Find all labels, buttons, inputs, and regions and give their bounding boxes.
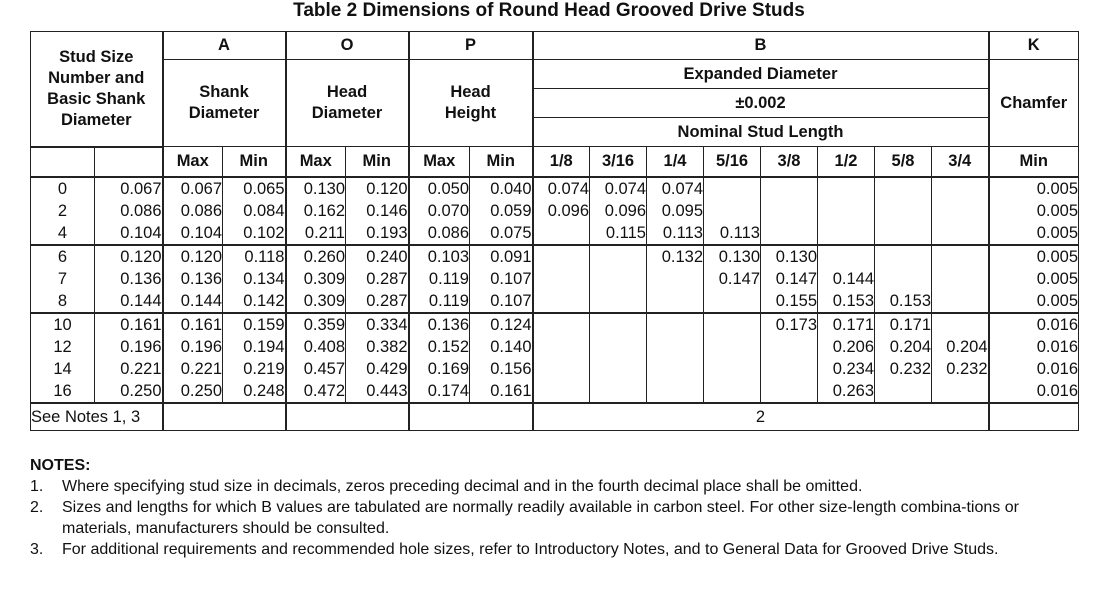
value-line: 0.169 bbox=[427, 359, 469, 378]
expanded-diameter-cell bbox=[875, 313, 932, 403]
expanded-diameter-cell bbox=[818, 177, 875, 245]
note-number: 2. bbox=[30, 499, 44, 516]
value-line: 0.074 bbox=[604, 179, 646, 198]
footer-a-cell bbox=[163, 403, 286, 431]
value-line bbox=[534, 358, 590, 380]
value-line bbox=[761, 380, 817, 402]
value-line: 0.103 bbox=[427, 247, 469, 266]
value-line: 0.260 bbox=[303, 247, 345, 266]
value-line: 0.086 bbox=[427, 223, 469, 242]
value-line: 0.144 bbox=[180, 291, 222, 310]
expanded-diameter-cell bbox=[704, 177, 761, 245]
value-line: 0.113 bbox=[662, 223, 703, 242]
value-line bbox=[534, 222, 590, 244]
value-line: 0.174 bbox=[427, 381, 469, 400]
head-diameter-max-cell bbox=[286, 313, 346, 403]
value-line: 0.130 bbox=[775, 247, 817, 266]
length-header-3-16: 3/16 bbox=[590, 147, 647, 177]
o-max-header: Max bbox=[286, 147, 346, 177]
expanded-diameter-cell bbox=[761, 245, 818, 313]
value-line: 0.142 bbox=[243, 291, 285, 310]
head-height-max-cell bbox=[409, 313, 470, 403]
value-line bbox=[590, 246, 646, 268]
value-line: 0.120 bbox=[180, 247, 222, 266]
k-min-header: Min bbox=[989, 147, 1079, 177]
shank-min-cell bbox=[223, 177, 286, 245]
expanded-diameter-cell bbox=[533, 245, 590, 313]
head-diameter-max-cell bbox=[286, 245, 346, 313]
value-line: 0.161 bbox=[120, 315, 162, 334]
value-line: 0.104 bbox=[180, 223, 222, 242]
value-line: 0.408 bbox=[303, 337, 345, 356]
value-line: 0.309 bbox=[303, 291, 345, 310]
expanded-diameter-cell bbox=[647, 177, 704, 245]
note-item bbox=[30, 476, 1088, 497]
length-header-1-2: 1/2 bbox=[818, 147, 875, 177]
value-line: 0.153 bbox=[832, 291, 874, 310]
value-line bbox=[534, 336, 590, 358]
value-line: 0.162 bbox=[303, 201, 345, 220]
value-line bbox=[534, 246, 590, 268]
value-line: 0.250 bbox=[180, 381, 222, 400]
basic-subheader bbox=[95, 147, 163, 177]
value-line bbox=[647, 314, 703, 336]
value-line: 0.221 bbox=[120, 359, 162, 378]
value-line: 7 bbox=[57, 269, 68, 288]
value-line: 0.171 bbox=[832, 315, 874, 334]
head-height-min-cell bbox=[470, 177, 533, 245]
head-diameter-min-cell bbox=[346, 313, 409, 403]
value-line: 12 bbox=[53, 337, 72, 356]
value-line bbox=[875, 268, 931, 290]
value-line: 0.016 bbox=[1036, 359, 1078, 378]
value-line: 0.155 bbox=[775, 291, 817, 310]
value-line: 0.119 bbox=[428, 269, 469, 288]
value-line bbox=[818, 246, 874, 268]
value-line: 0.120 bbox=[366, 179, 408, 198]
stud-size-cell bbox=[31, 177, 95, 245]
value-line: 0.005 bbox=[1036, 247, 1078, 266]
value-line: 0.204 bbox=[946, 337, 988, 356]
value-line: 0.140 bbox=[490, 337, 532, 356]
value-line: 0.152 bbox=[427, 337, 469, 356]
length-header-3-4: 3/4 bbox=[932, 147, 989, 177]
col-k-header: K bbox=[989, 32, 1079, 60]
head-diameter-min-cell bbox=[346, 177, 409, 245]
expanded-diameter-cell bbox=[704, 245, 761, 313]
value-line bbox=[932, 178, 988, 200]
p-max-header: Max bbox=[409, 147, 470, 177]
expanded-diameter-cell bbox=[533, 313, 590, 403]
note-text: Where specifying stud size in decimals, zeros preceding decimal and in the fourth decimal place shall be omitted. bbox=[62, 478, 863, 495]
value-line: 0.115 bbox=[605, 223, 646, 242]
value-line: 0.104 bbox=[120, 223, 162, 242]
value-line bbox=[761, 336, 817, 358]
value-line bbox=[590, 358, 646, 380]
value-line bbox=[932, 200, 988, 222]
dimensions-table bbox=[30, 31, 1079, 431]
note-number: 1. bbox=[30, 478, 44, 495]
value-line bbox=[590, 336, 646, 358]
size-group-row bbox=[31, 313, 1079, 403]
notes-section bbox=[30, 455, 1088, 560]
value-line: 0.074 bbox=[661, 179, 703, 198]
head-height-max-cell bbox=[409, 245, 470, 313]
value-line bbox=[875, 200, 931, 222]
footer-p-cell bbox=[409, 403, 533, 431]
value-line bbox=[647, 380, 703, 402]
value-line bbox=[932, 290, 988, 312]
value-line: 0.130 bbox=[718, 247, 760, 266]
value-line: 0.173 bbox=[775, 315, 817, 334]
size-group-row bbox=[31, 177, 1079, 245]
expanded-diameter-cell bbox=[818, 313, 875, 403]
value-line bbox=[932, 246, 988, 268]
nominal-length-header: Nominal Stud Length bbox=[533, 118, 989, 147]
chamfer-min-cell bbox=[989, 177, 1079, 245]
shank-diameter-header: Shank Diameter bbox=[163, 60, 286, 147]
value-line bbox=[534, 290, 590, 312]
value-line: 0.146 bbox=[366, 201, 408, 220]
head-diameter-header: Head Diameter bbox=[286, 60, 409, 147]
table-body bbox=[31, 177, 1079, 403]
value-line: 0.136 bbox=[180, 269, 222, 288]
value-line bbox=[590, 268, 646, 290]
value-line bbox=[875, 380, 931, 402]
note-item bbox=[30, 497, 1088, 539]
head-height-min-cell bbox=[470, 313, 533, 403]
chamfer-header: Chamfer bbox=[989, 60, 1079, 147]
value-line: 0.156 bbox=[490, 359, 532, 378]
value-line: 0.457 bbox=[303, 359, 345, 378]
value-line: 0.196 bbox=[120, 337, 162, 356]
value-line: 0.287 bbox=[366, 269, 408, 288]
note-text: Sizes and lengths for which B values are tabulated are normally readily available in carbon steel. For other size-length combina-tions or materials, manufacturers should be consulted. bbox=[62, 499, 1019, 537]
value-line: 0.263 bbox=[832, 381, 874, 400]
value-line: 0.196 bbox=[180, 337, 222, 356]
expanded-diameter-cell bbox=[818, 245, 875, 313]
shank-max-cell bbox=[163, 177, 223, 245]
stud-size-header: Stud Size Number and Basic Shank Diameter bbox=[31, 32, 163, 147]
expanded-diameter-cell bbox=[932, 313, 989, 403]
value-line: 0.136 bbox=[120, 269, 162, 288]
value-line: 0.084 bbox=[243, 201, 285, 220]
shank-max-cell bbox=[163, 245, 223, 313]
value-line: 0.016 bbox=[1036, 381, 1078, 400]
value-line: 0.040 bbox=[490, 179, 532, 198]
value-line bbox=[818, 178, 874, 200]
expanded-diameter-cell bbox=[590, 177, 647, 245]
value-line: 0.309 bbox=[303, 269, 345, 288]
value-line bbox=[534, 314, 590, 336]
value-line: 0.171 bbox=[889, 315, 931, 334]
value-line: 0.070 bbox=[427, 201, 469, 220]
length-header-3-8: 3/8 bbox=[761, 147, 818, 177]
expanded-diameter-cell bbox=[875, 245, 932, 313]
value-line: 0.250 bbox=[120, 381, 162, 400]
expanded-diameter-cell bbox=[533, 177, 590, 245]
head-height-header: Head Height bbox=[409, 60, 533, 147]
value-line: 0.086 bbox=[120, 201, 162, 220]
expanded-diameter-cell bbox=[932, 177, 989, 245]
see-notes-cell: See Notes 1, 3 bbox=[31, 403, 163, 431]
expanded-diameter-cell bbox=[932, 245, 989, 313]
expanded-diameter-cell bbox=[590, 313, 647, 403]
expanded-diameter-cell bbox=[875, 177, 932, 245]
basic-diameter-cell bbox=[95, 313, 163, 403]
value-line: 0.096 bbox=[547, 201, 589, 220]
value-line: 0.359 bbox=[303, 315, 345, 334]
value-line: 0.232 bbox=[946, 359, 988, 378]
shank-max-cell bbox=[163, 313, 223, 403]
value-line: 0.005 bbox=[1036, 291, 1078, 310]
value-line: 0.132 bbox=[661, 247, 703, 266]
length-header-5-16: 5/16 bbox=[704, 147, 761, 177]
value-line bbox=[704, 290, 760, 312]
value-line: 0.130 bbox=[303, 179, 345, 198]
basic-diameter-cell bbox=[95, 177, 163, 245]
value-line bbox=[647, 268, 703, 290]
value-line: 2 bbox=[57, 201, 68, 220]
value-line bbox=[761, 178, 817, 200]
value-line: 0.016 bbox=[1036, 315, 1078, 334]
expanded-diameter-cell bbox=[590, 245, 647, 313]
value-line: 16 bbox=[53, 381, 72, 400]
value-line: 0.194 bbox=[243, 337, 285, 356]
col-b-header: B bbox=[533, 32, 989, 60]
value-line: 0.119 bbox=[428, 291, 469, 310]
stud-size-cell bbox=[31, 245, 95, 313]
col-p-header: P bbox=[409, 32, 533, 60]
value-line bbox=[647, 358, 703, 380]
value-line bbox=[761, 200, 817, 222]
value-line: 0.074 bbox=[547, 179, 589, 198]
table-title: Table 2 Dimensions of Round Head Grooved Drive Studs bbox=[293, 0, 805, 21]
o-min-header: Min bbox=[346, 147, 409, 177]
value-line bbox=[932, 314, 988, 336]
value-line: 0.005 bbox=[1036, 223, 1078, 242]
value-line bbox=[818, 222, 874, 244]
value-line: 14 bbox=[53, 359, 72, 378]
table-header bbox=[31, 32, 1079, 177]
expanded-diameter-cell bbox=[761, 177, 818, 245]
value-line: 0.221 bbox=[180, 359, 222, 378]
value-line: 0.144 bbox=[832, 269, 874, 288]
chamfer-min-cell bbox=[989, 313, 1079, 403]
value-line: 0.086 bbox=[180, 201, 222, 220]
tolerance-header: ±0.002 bbox=[533, 89, 989, 118]
value-line: 0.107 bbox=[490, 269, 532, 288]
basic-diameter-cell bbox=[95, 245, 163, 313]
value-line: 0.067 bbox=[120, 179, 162, 198]
value-line: 0.016 bbox=[1036, 337, 1078, 356]
value-line bbox=[761, 358, 817, 380]
note-item bbox=[30, 539, 1088, 560]
footer-o-cell bbox=[286, 403, 409, 431]
value-line bbox=[704, 380, 760, 402]
value-line: 0.153 bbox=[889, 291, 931, 310]
value-line: 0.193 bbox=[366, 223, 408, 242]
value-line bbox=[932, 268, 988, 290]
notes-heading: NOTES: bbox=[30, 457, 91, 474]
value-line: 0.161 bbox=[180, 315, 222, 334]
footer-b-note: 2 bbox=[533, 403, 989, 431]
value-line bbox=[932, 222, 988, 244]
stud-size-cell bbox=[31, 313, 95, 403]
value-line: 0.472 bbox=[303, 381, 345, 400]
value-line bbox=[875, 246, 931, 268]
value-line: 0.065 bbox=[243, 179, 285, 198]
value-line: 0.334 bbox=[366, 315, 408, 334]
value-line: 0.102 bbox=[243, 223, 285, 242]
note-number: 3. bbox=[30, 541, 44, 558]
value-line bbox=[534, 268, 590, 290]
a-max-header: Max bbox=[163, 147, 223, 177]
value-line bbox=[704, 336, 760, 358]
head-diameter-max-cell bbox=[286, 177, 346, 245]
head-height-min-cell bbox=[470, 245, 533, 313]
value-line: 0.113 bbox=[719, 223, 760, 242]
value-line: 10 bbox=[53, 315, 72, 334]
value-line: 0.005 bbox=[1036, 201, 1078, 220]
value-line bbox=[534, 380, 590, 402]
value-line bbox=[590, 314, 646, 336]
value-line: 0.219 bbox=[243, 359, 285, 378]
value-line: 0.147 bbox=[775, 269, 817, 288]
value-line: 0.107 bbox=[490, 291, 532, 310]
expanded-diameter-cell bbox=[704, 313, 761, 403]
value-line: 4 bbox=[57, 223, 68, 242]
value-line bbox=[704, 314, 760, 336]
value-line: 0.147 bbox=[718, 269, 760, 288]
col-a-header: A bbox=[163, 32, 286, 60]
value-line bbox=[704, 178, 760, 200]
head-diameter-min-cell bbox=[346, 245, 409, 313]
expanded-diameter-cell bbox=[647, 313, 704, 403]
value-line: 0.382 bbox=[366, 337, 408, 356]
value-line: 0.443 bbox=[366, 381, 408, 400]
size-subheader bbox=[31, 147, 95, 177]
chamfer-min-cell bbox=[989, 245, 1079, 313]
value-line: 0.429 bbox=[366, 359, 408, 378]
p-min-header: Min bbox=[470, 147, 533, 177]
value-line: 0.075 bbox=[490, 223, 532, 242]
value-line: 0.124 bbox=[490, 315, 532, 334]
expanded-diameter-header: Expanded Diameter bbox=[533, 60, 989, 89]
shank-min-cell bbox=[223, 245, 286, 313]
value-line: 0.159 bbox=[243, 315, 285, 334]
note-text: For additional requirements and recommended hole sizes, refer to Introductory Notes, and to General Data for Grooved Drive Studs. bbox=[62, 541, 999, 558]
length-header-1-8: 1/8 bbox=[533, 147, 590, 177]
value-line: 0.240 bbox=[366, 247, 408, 266]
value-line: 0.234 bbox=[832, 359, 874, 378]
value-line: 0.248 bbox=[243, 381, 285, 400]
value-line: 0.005 bbox=[1036, 179, 1078, 198]
value-line: 0.091 bbox=[490, 247, 532, 266]
value-line: 0.067 bbox=[180, 179, 222, 198]
value-line bbox=[875, 222, 931, 244]
length-header-5-8: 5/8 bbox=[875, 147, 932, 177]
shank-min-cell bbox=[223, 313, 286, 403]
value-line bbox=[932, 380, 988, 402]
value-line bbox=[818, 200, 874, 222]
value-line: 0.096 bbox=[604, 201, 646, 220]
value-line: 0.232 bbox=[889, 359, 931, 378]
value-line: 0.059 bbox=[490, 201, 532, 220]
value-line: 0.287 bbox=[366, 291, 408, 310]
footer-k-cell bbox=[989, 403, 1079, 431]
value-line: 0.211 bbox=[304, 223, 345, 242]
col-o-header: O bbox=[286, 32, 409, 60]
head-height-max-cell bbox=[409, 177, 470, 245]
value-line bbox=[647, 290, 703, 312]
value-line: 0.050 bbox=[427, 179, 469, 198]
value-line bbox=[590, 290, 646, 312]
expanded-diameter-cell bbox=[761, 313, 818, 403]
value-line: 8 bbox=[57, 291, 68, 310]
value-line bbox=[704, 200, 760, 222]
value-line: 0.206 bbox=[832, 337, 874, 356]
value-line bbox=[761, 222, 817, 244]
value-line: 0.134 bbox=[243, 269, 285, 288]
value-line: 0.161 bbox=[490, 381, 532, 400]
size-group-row bbox=[31, 245, 1079, 313]
value-line: 0.136 bbox=[427, 315, 469, 334]
value-line: 0.005 bbox=[1036, 269, 1078, 288]
length-header-1-4: 1/4 bbox=[647, 147, 704, 177]
value-line bbox=[875, 178, 931, 200]
value-line: 0.095 bbox=[661, 201, 703, 220]
value-line: 0.118 bbox=[244, 247, 285, 266]
value-line: 0 bbox=[57, 179, 68, 198]
value-line: 0.120 bbox=[120, 247, 162, 266]
a-min-header: Min bbox=[223, 147, 286, 177]
value-line: 0.204 bbox=[889, 337, 931, 356]
value-line: 0.144 bbox=[120, 291, 162, 310]
value-line: 6 bbox=[57, 247, 68, 266]
value-line bbox=[704, 358, 760, 380]
expanded-diameter-cell bbox=[647, 245, 704, 313]
value-line bbox=[590, 380, 646, 402]
value-line bbox=[647, 336, 703, 358]
